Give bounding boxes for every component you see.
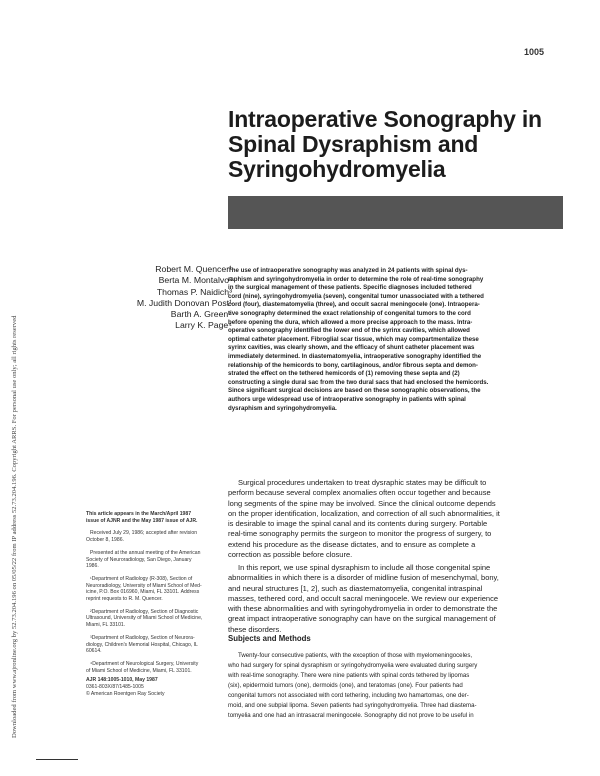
download-watermark	[2, 0, 18, 776]
abstract-line: syrinx cavities, was clearly shown, and the efficacy of shunt catheter placement was	[228, 344, 475, 352]
body-line: these disorders.	[228, 624, 282, 634]
body-line: moid, and one subpial lipoma. Seven patients had syringohydromyelia. Three had diastema-	[228, 702, 477, 709]
body-line: with these abnormalities and with syringohydromyelia in order to demonstrate the	[228, 604, 498, 614]
title-line: Intraoperative Sonography in	[228, 106, 542, 132]
footnote-line: 60614.	[86, 648, 102, 655]
author: Barth A. Green⁴	[170, 309, 232, 320]
abstract	[228, 267, 561, 413]
abstract-line: cord (nine), syringohydromyelia (seven), congenital tumor unassociated with a tethered	[228, 292, 484, 300]
abstract-line: Since significant surgical decisions are based on these sonographic observations, the	[228, 387, 481, 395]
body-line: on the proper identification, localization, and correction of all such abnormalities, it	[228, 508, 500, 518]
body-line: long segments of the spine may be involved. Since the clinical outcome depends	[228, 498, 496, 508]
footnote-line: 1986.	[86, 563, 99, 570]
footnote-line: October 8, 1986.	[86, 537, 124, 544]
footnote-line: of Miami School of Medicine, Miami, FL 33101.	[86, 667, 192, 674]
footnote-line: issue of AJNR and the May 1987 issue of AJR.	[86, 517, 198, 524]
body-line: Surgical procedures undertaken to treat dysraphic states may be difficult to	[238, 478, 487, 487]
footnote-line: reprint requests to R. M. Quencer.	[86, 596, 163, 603]
footnotes	[86, 511, 203, 697]
body-line: abnormalities in which there is a disorder of midline fusion of mesenchymal, bony,	[228, 573, 499, 583]
body-line: perform because several complex anomalies often occur together and because	[228, 488, 491, 498]
footnote-line: Society of Neuroradiology, San Diego, January	[86, 556, 192, 563]
page-number: 1005	[524, 47, 545, 57]
body-line: masses, tethered cord, and occult sacral meningocele. We review our experience	[228, 593, 498, 603]
abstract-line: immediately determined. In diastematomyelia, intraoperative sonography identified the	[228, 352, 482, 360]
author-list	[137, 264, 232, 332]
abstract-line: strated the effect on the tethered hemicords of (1) removing these septa and (2)	[228, 370, 460, 378]
footer-rule	[36, 759, 78, 760]
footnote-line: Received July 29, 1986; accepted after revision	[90, 530, 198, 537]
abstract-line: dysraphism and syringohydromyelia.	[228, 404, 337, 412]
title-line: Spinal Dysraphism and	[228, 131, 479, 157]
abstract-line: tive sonography determined the exact relationship of congenital tumors to the cord	[228, 309, 471, 317]
footnote-line: Neuroradiology, University of Miami School of Med-	[86, 582, 202, 589]
abstract-line: operative sonography identified the lower end of the syrinx cavities, which allowed	[228, 327, 470, 335]
body-line: is desirable to image the spinal canal and its contents during surgery. Portable	[228, 519, 488, 529]
abstract-line: authors urge widespread use of intraoperative sonography in patients with spinal	[228, 395, 466, 403]
article-title	[228, 107, 542, 182]
author: M. Judith Donovan Post¹	[136, 297, 232, 308]
footnote-line: ¹Department of Radiology (R-308), Section of	[90, 575, 193, 582]
body-line: In this report, we use spinal dysraphism to include all those congenital spine	[238, 563, 491, 572]
body-line: correction as possible before closure.	[228, 550, 353, 560]
body-line: and neural structures [1, 2], such as diastematomyelia, congenital intraspinal	[228, 583, 483, 593]
body-line: real-time sonography permits the surgeon to monitor the progress of surgery, to	[228, 529, 492, 539]
footnote-line: diology, Children's Memorial Hospital, Chicago, IL	[86, 641, 198, 648]
download-notice: Downloaded from www.ajronline.org by 52.73.204.196 on 05/05/22 from IP address 52.73.204.196. Copyright ARRS. For personal use only; all rights reserved	[11, 315, 18, 738]
footnote-line: This article appears in the March/April 1987	[86, 511, 192, 517]
section-heading: Subjects and Methods	[228, 634, 311, 643]
author: Berta M. Montalvo²	[158, 275, 232, 286]
author: Larry K. Page⁴	[175, 320, 232, 331]
footnote-line: ²Department of Radiology, Section of Diagnostic	[90, 608, 199, 615]
abstract-line: cord (four), diastematomyelia (three), and occult sacral meningocele (one). Intraopera-	[228, 301, 480, 309]
body-paragraph-methods	[228, 651, 563, 721]
body-line: Twenty-four consecutive patients, with the exception of those with myelomeningoceles,	[238, 652, 473, 659]
footnote-line: Ultrasound, University of Miami School of Medicine,	[86, 615, 203, 622]
title-line: Syringohydromyelia	[228, 156, 446, 182]
abstract-line: relationship of the hemicords to bony, cartilaginous, and/or fibrous septa and demon-	[228, 361, 478, 369]
body-line: (six), epidermoid tumors (one), dermoids (one), and teratomas (one). Four patients had	[228, 682, 463, 689]
footnote-line: 0361-803X/87/1485-1005	[86, 684, 144, 691]
body-line: with real-time sonography. There were nine patients with spinal cords tethered by lipomas	[228, 672, 470, 679]
footnote-line: AJR 148:1005-1010, May 1987	[86, 677, 158, 684]
body-line: tomyelia and one had an intrasacral meningocele. Sonography did not prove to be useful in	[228, 712, 474, 719]
abstract-line: constructing a single dural sac from the two dural sacs that had enclosed the hemicords.	[228, 378, 489, 386]
body-line: who had surgery for spinal dysraphism or syringohydromyelia were evaluated during surgery	[228, 662, 478, 669]
author: Robert M. Quencer¹	[155, 264, 232, 274]
body-paragraph-scope	[228, 563, 561, 635]
footnote-line: ³Department of Radiology, Section of Neurora-	[90, 634, 195, 641]
abstract-line: raphism and syringohydromyelia in order to determine the role of real-time sonography	[228, 275, 484, 283]
footnote-line: Presented at the annual meeting of the American	[90, 549, 201, 556]
body-line: great impact intraoperative sonography can have on the surgical management of	[228, 614, 496, 624]
body-line: extend his procedure as the disease dictates, and to ensure as complete a	[228, 539, 476, 549]
footnote-line: © American Roentgen Ray Society	[86, 690, 165, 697]
body-paragraph-intro	[228, 478, 561, 560]
footnote-line: Miami, FL 33101.	[86, 622, 126, 629]
title-banner-bar	[228, 196, 563, 229]
body-line: congenital tumors not associated with cord tethering, including two hamartomas, one der-	[228, 692, 469, 699]
abstract-line: The use of intraoperative sonography was analyzed in 24 patients with spinal dys-	[228, 267, 468, 274]
abstract-line: in the surgical management of these patients. Specific diagnoses included tethered	[228, 284, 472, 292]
abstract-line: before opening the dura, which allowed a more precise approach to the mass. Intra-	[228, 318, 473, 326]
abstract-line: optimal catheter placement. Fibroglial scar tissue, which may compartmentalize these	[228, 335, 479, 343]
footnote-line: icine, P.O. Box 016960, Miami, FL 33101. Address	[86, 589, 200, 596]
author: Thomas P. Naidich³	[156, 286, 232, 297]
footnote-line: ⁴Department of Neurological Surgery, University	[90, 660, 199, 667]
